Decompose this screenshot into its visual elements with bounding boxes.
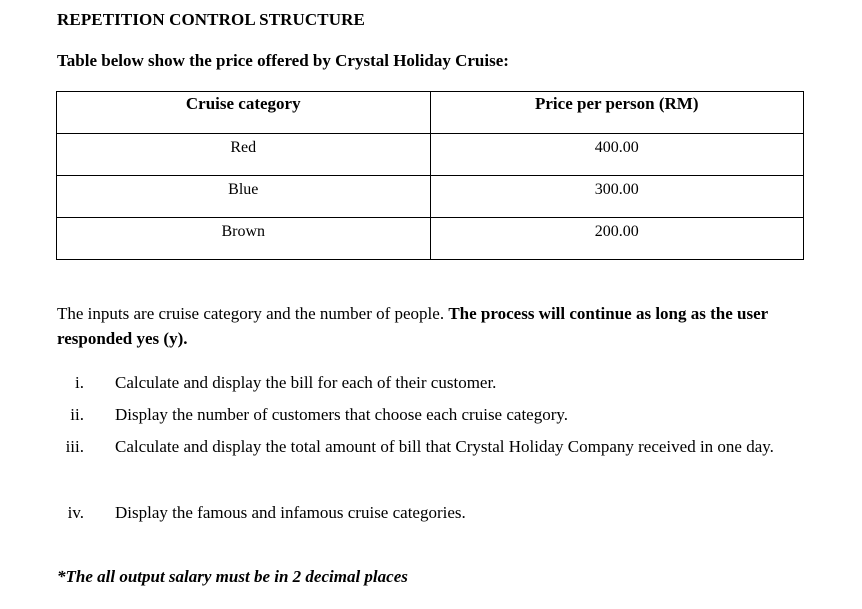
cruise-category-cell: Brown — [57, 218, 431, 260]
document-heading: REPETITION CONTROL STRUCTURE — [57, 10, 365, 29]
list-item-text: Calculate and display the total amount of bill that Crystal Holiday Company received in one day. — [115, 437, 774, 456]
column-header-price-per-person: Price per person (RM) — [430, 92, 804, 134]
output-note: *The all output salary must be in 2 decimal places — [57, 567, 408, 586]
table-intro: Table below show the price offered by Crystal Holiday Cruise: — [57, 51, 509, 70]
list-item-text: Display the famous and infamous cruise categories. — [115, 503, 466, 522]
price-table — [56, 91, 804, 260]
table-row — [57, 134, 804, 176]
price-cell: 200.00 — [430, 218, 804, 260]
list-item-number: i. — [75, 373, 84, 392]
inputs-paragraph-bold-text: The process will continue as long as the user responded yes (y). — [57, 304, 768, 348]
cruise-category-cell: Blue — [57, 176, 431, 218]
table-row — [57, 176, 804, 218]
column-header-cruise-category: Cruise category — [57, 92, 431, 134]
list-item-text: Calculate and display the bill for each of their customer. — [115, 373, 497, 392]
price-cell: 300.00 — [430, 176, 804, 218]
table-row — [57, 218, 804, 260]
list-item-number: iv. — [67, 503, 84, 522]
price-cell: 400.00 — [430, 134, 804, 176]
inputs-paragraph-text: The inputs are cruise category and the number of people. — [57, 304, 449, 323]
list-item-number: ii. — [70, 405, 84, 424]
list-item-number: iii. — [65, 437, 84, 456]
list-item-text: Display the number of customers that choose each cruise category. — [115, 405, 569, 424]
table-header-row — [57, 92, 804, 134]
cruise-category-cell: Red — [57, 134, 431, 176]
inputs-paragraph — [57, 301, 802, 351]
